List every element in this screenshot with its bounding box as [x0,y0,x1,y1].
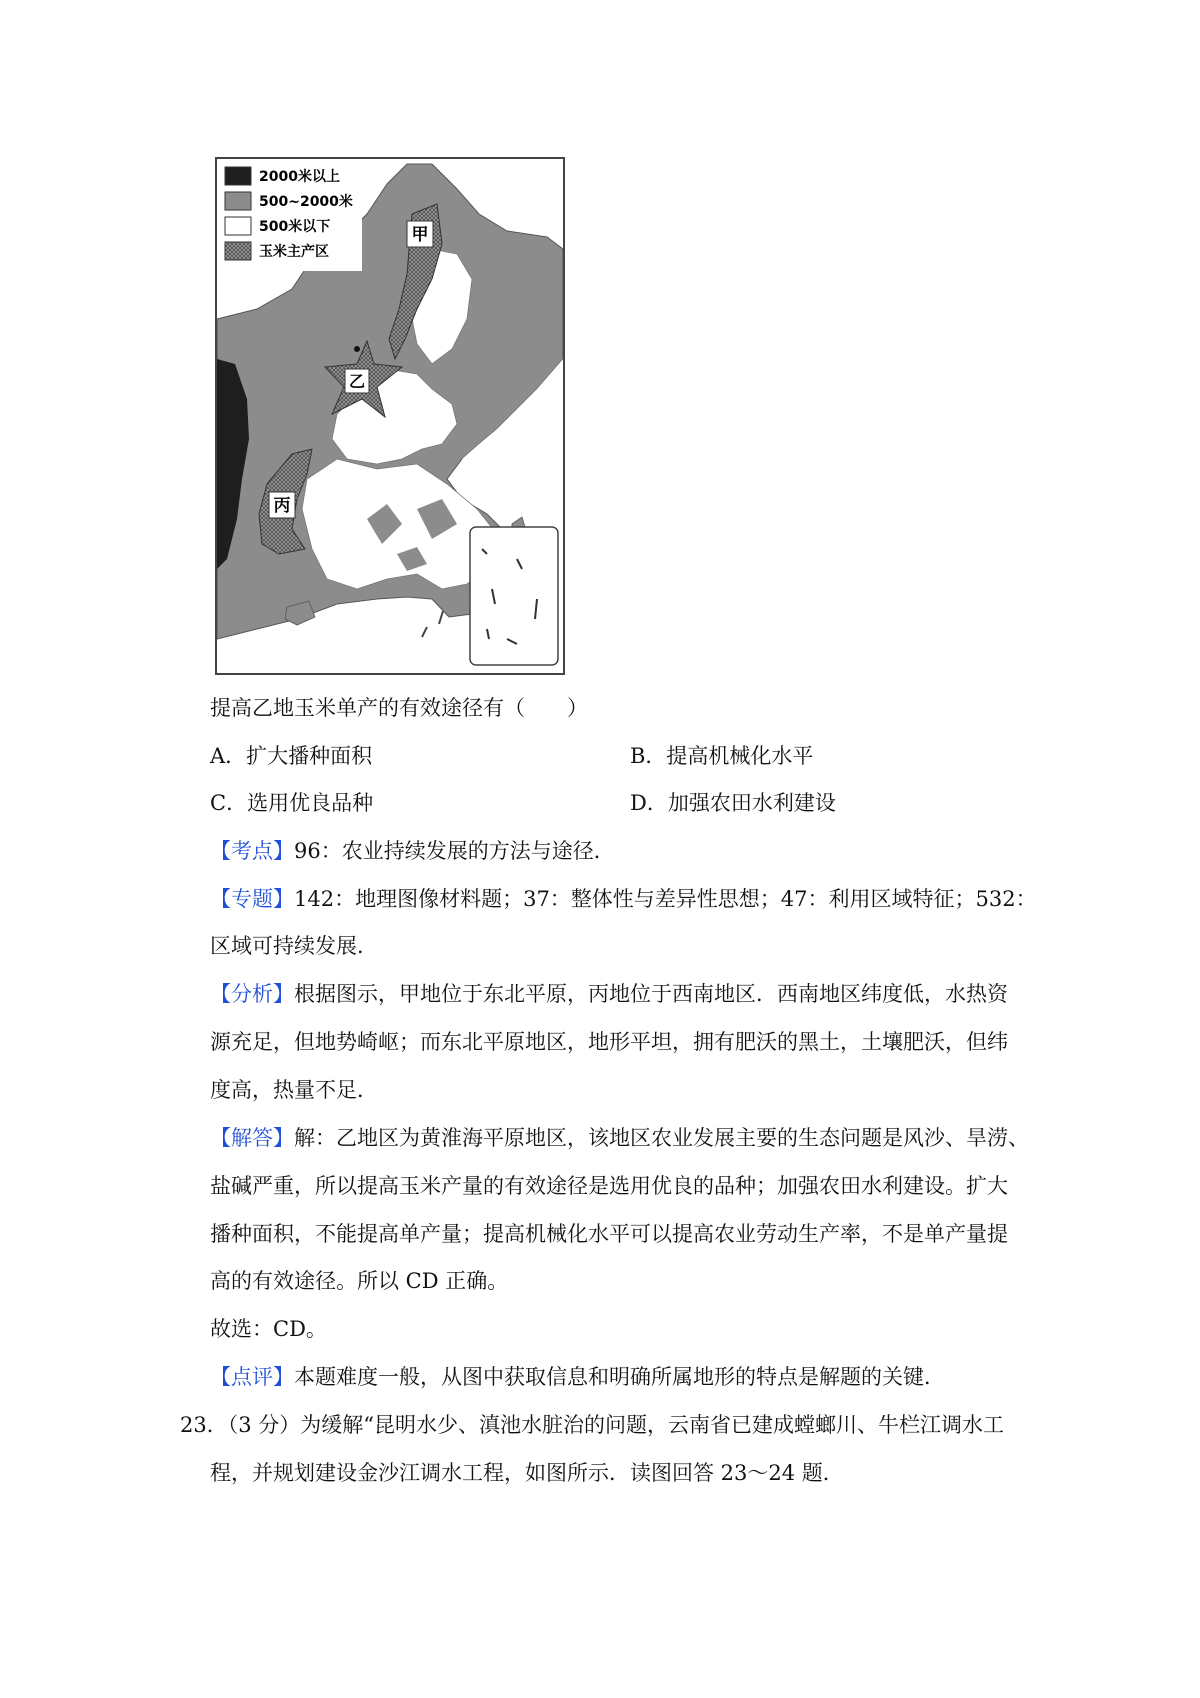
label-bing: 丙 [273,496,291,516]
jieda-line-2: 盐碱严重，所以提高玉米产量的有效途径是选用优良的品种；加强农田水利建设。扩大 [210,1174,1008,1198]
dianping-line [210,1362,945,1392]
kaodian-line [210,836,615,866]
south-sea-inset [470,527,558,665]
map-graphic [217,159,563,673]
kaodian-tag: 【考点】 [210,839,294,863]
legend-label-1: 2000米以上 [259,169,340,185]
fenxi-line-3: 度高，热量不足． [210,1078,378,1102]
jieda-line-3: 播种面积，不能提高单产量；提高机械化水平可以提高农业劳动生产率，不是单产量提 [210,1222,1008,1246]
q23-line-2: 程，并规划建设金沙江调水工程，如图所示．读图回答 23～24 题． [210,1461,844,1485]
dianping-tag: 【点评】 [210,1365,294,1389]
label-yi: 乙 [348,372,366,391]
zhuanti-tag: 【专题】 [210,887,294,911]
jieda-text-1: 解：乙地区为黄淮海平原地区，该地区农业发展主要的生态问题是风沙、旱涝、 [294,1126,1029,1150]
zhuanti-line-1 [210,884,1037,914]
label-jia: 甲 [411,225,429,245]
fenxi-tag: 【分析】 [210,982,294,1006]
legend-label-3: 500米以下 [259,219,331,235]
option-a: A．扩大播种面积 [210,744,373,768]
china-corn-map [215,157,565,675]
fenxi-text-1: 根据图示，甲地位于东北平原，丙地位于西南地区．西南地区纬度低，水热资 [294,982,1008,1006]
jieda-answer: 故选：CD。 [210,1317,327,1341]
legend-swatch-2 [225,192,251,210]
legend-label-2: 500~2000米 [259,194,353,210]
jieda-line-1 [210,1123,1029,1153]
legend-swatch-3 [225,217,251,235]
legend-swatch-1 [225,167,251,185]
option-c: C．选用优良品种 [210,791,374,815]
legend-label-4: 玉米主产区 [259,244,329,260]
fenxi-line-2: 源充足，但地势崎岖；而东北平原地区，地形平坦，拥有肥沃的黑土，土壤肥沃，但纬 [210,1030,1008,1054]
option-b: B．提高机械化水平 [630,744,814,768]
kaodian-text: 96：农业持续发展的方法与途径． [294,839,615,863]
q23-line-1: 23．（3 分）为缓解“昆明水少、滇池水脏治的问题，云南省已建成螳螂川、牛栏江调水工 [180,1413,1004,1437]
fenxi-line-1 [210,979,1008,1009]
jieda-line-4: 高的有效途径。所以 CD 正确。 [210,1269,509,1293]
zhuanti-text-1: 142：地理图像材料题；37：整体性与差异性思想；47：利用区域特征；532： [294,887,1037,911]
sea-islands [422,611,443,637]
legend-swatch-4 [225,242,251,260]
beijing-dot [354,346,360,352]
question-stem: 提高乙地玉米单产的有效途径有（ ） [210,696,588,720]
jieda-tag: 【解答】 [210,1126,294,1150]
option-d: D．加强农田水利建设 [630,791,836,815]
dianping-text: 本题难度一般，从图中获取信息和明确所属地形的特点是解题的关键． [294,1365,945,1389]
zhuanti-line-2: 区域可持续发展． [210,934,378,958]
